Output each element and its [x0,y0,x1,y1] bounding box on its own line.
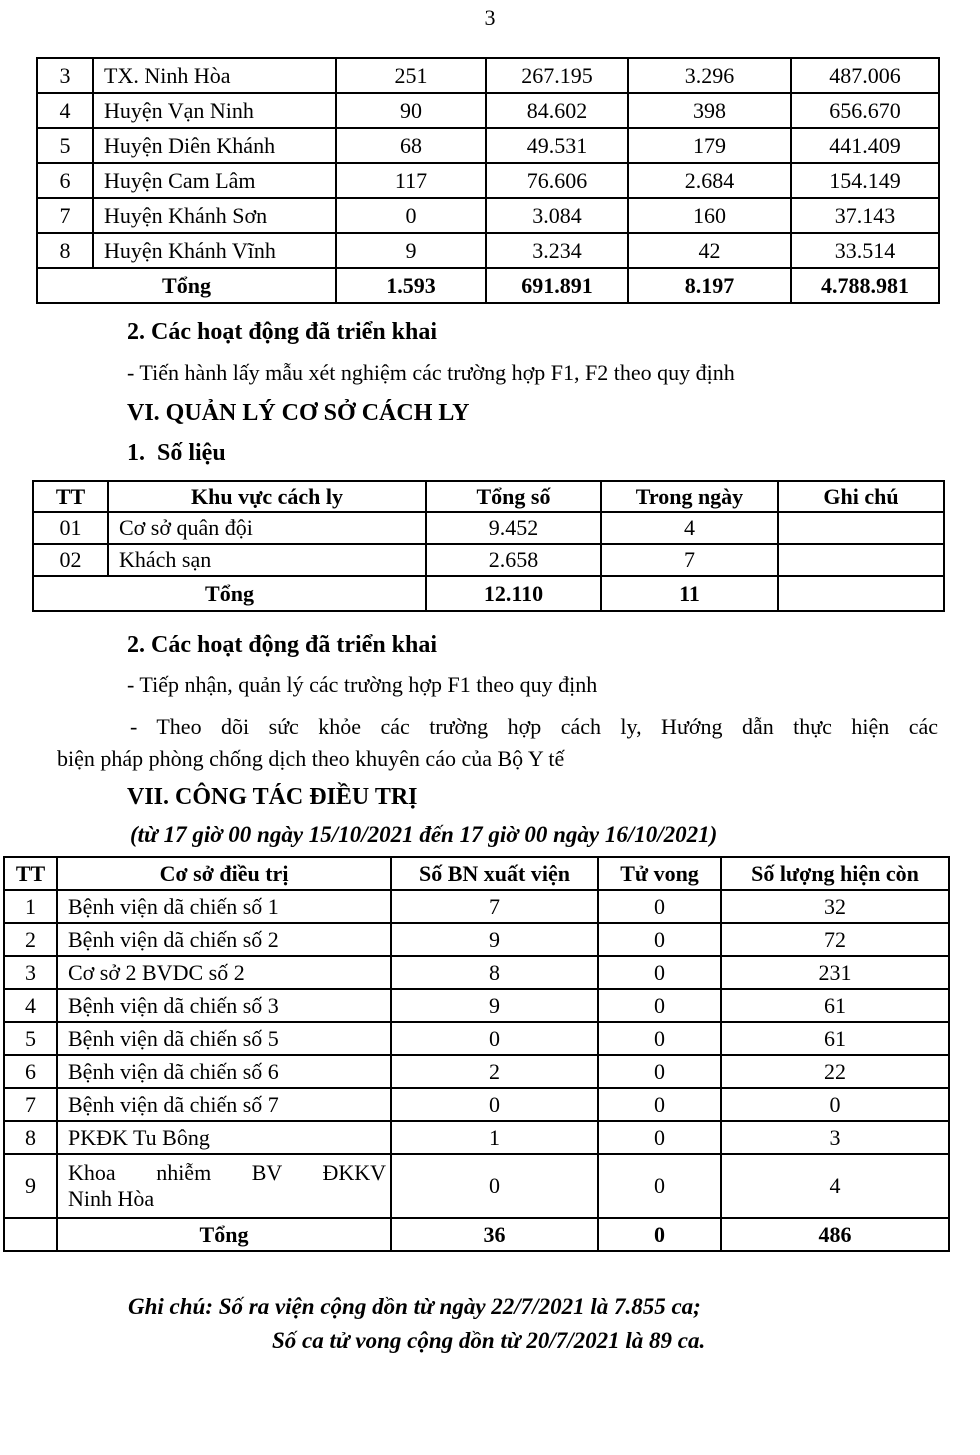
table-row [4,956,949,989]
cell-value: 33.514 [791,233,939,268]
cell-value: 37.143 [791,198,939,233]
cell-value: 398 [628,93,791,128]
cell-total-value: 691.891 [486,268,628,303]
col-header-note: Ghi chú [778,481,944,512]
table-row [4,1154,949,1218]
cell-total-value: 8.197 [628,268,791,303]
cell-remaining: 231 [721,956,949,989]
cell-value: 90 [336,93,486,128]
cell-value: 251 [336,58,486,93]
cell-deaths: 0 [598,1022,721,1055]
cell-no: 5 [37,128,93,163]
col-header-total: Tổng số [426,481,601,512]
cell-value: 76.606 [486,163,628,198]
cell-total-value: 11 [601,576,778,611]
col-header-facility: Cơ sở điều trị [57,857,391,890]
cell-facility: Bệnh viện dã chiến số 3 [57,989,391,1022]
cell-remaining: 72 [721,923,949,956]
header-row [4,857,949,890]
cell-value: 160 [628,198,791,233]
cell-district: Huyện Diên Khánh [93,128,336,163]
cell-note [778,512,944,544]
total-row [37,268,939,303]
cell-total-value: 12.110 [426,576,601,611]
cell-value: 154.149 [791,163,939,198]
table-row [37,93,939,128]
cell-value: 68 [336,128,486,163]
cell-value: 487.006 [791,58,939,93]
cell-total-label: Tổng [33,576,426,611]
table-row [4,1055,949,1088]
cell-total: 9.452 [426,512,601,544]
cell-facility [57,1154,391,1218]
cell-facility: Bệnh viện dã chiến số 5 [57,1022,391,1055]
cell-no: 8 [4,1121,57,1154]
cell-remaining: 61 [721,1022,949,1055]
table-row [4,1121,949,1154]
cell-facility: Bệnh viện dã chiến số 7 [57,1088,391,1121]
total-row [33,576,944,611]
cell-facility: Bệnh viện dã chiến số 2 [57,923,391,956]
activities-heading-1: 2. Các hoạt động đã triển khai [127,319,438,345]
cell-total-value: 36 [391,1218,598,1251]
cell-remaining: 22 [721,1055,949,1088]
cell-facility: Bệnh viện dã chiến số 6 [57,1055,391,1088]
cell-discharged: 2 [391,1055,598,1088]
header-row [33,481,944,512]
col-header-discharged: Số BN xuất viện [391,857,598,890]
cell-remaining: 4 [721,1154,949,1218]
cell-remaining: 32 [721,890,949,923]
subsection-so-lieu: 1. Số liệu [127,440,226,466]
total-row [4,1218,949,1251]
cell-no: 7 [37,198,93,233]
cell-discharged: 1 [391,1121,598,1154]
cell-no: 4 [4,989,57,1022]
section-vi-heading: VI. QUẢN LÝ CƠ SỞ CÁCH LY [127,400,470,426]
bullet-monitor-health-line2: biện pháp phòng chống dịch theo khuyên cáo của Bộ Y tế [57,746,565,771]
cell-deaths: 0 [598,1121,721,1154]
bullet-monitor-health [57,711,938,775]
cell-value: 441.409 [791,128,939,163]
cell-facility: Cơ sở 2 BVDC số 2 [57,956,391,989]
col-header-area: Khu vực cách ly [108,481,426,512]
cell-deaths: 0 [598,989,721,1022]
table-row [37,233,939,268]
cell-facility: PKĐK Tu Bông [57,1121,391,1154]
table-row [4,1088,949,1121]
cell-deaths: 0 [598,1055,721,1088]
cell-total-value: 0 [598,1218,721,1251]
table-row [37,163,939,198]
district-summary-table [36,57,940,304]
cell-no: 01 [33,512,108,544]
cell-value: 84.602 [486,93,628,128]
bullet-testing: - Tiến hành lấy mẫu xét nghiệm các trường hợp F1, F2 theo quy định [127,360,735,385]
table-row [37,198,939,233]
cell-note [778,576,944,611]
col-header-remaining: Số lượng hiện còn [721,857,949,890]
col-header-tt: TT [4,857,57,890]
cell-value: 3.296 [628,58,791,93]
cell-discharged: 0 [391,1088,598,1121]
cell-day: 7 [601,544,778,576]
footnote-line2: Số ca tử vong cộng dồn từ 20/7/2021 là 89 ca. [272,1328,706,1353]
cell-day: 4 [601,512,778,544]
section-vii-heading: VII. CÔNG TÁC ĐIỀU TRỊ [127,784,418,810]
table-row [4,890,949,923]
facility-name-line1: Khoa nhiễm BV ĐKKV [68,1160,386,1185]
cell-district: Huyện Vạn Ninh [93,93,336,128]
table-row [37,128,939,163]
cell-district: Huyện Khánh Sơn [93,198,336,233]
facility-name-line2: Ninh Hòa [68,1186,155,1211]
cell-deaths: 0 [598,1088,721,1121]
cell-district: TX. Ninh Hòa [93,58,336,93]
cell-total-label: Tổng [57,1218,391,1251]
cell-deaths: 0 [598,956,721,989]
table-row [4,989,949,1022]
cell-remaining: 61 [721,989,949,1022]
cell-no: 3 [37,58,93,93]
cell-district: Huyện Cam Lâm [93,163,336,198]
treatment-facility-table [3,856,950,1252]
cell-no: 6 [4,1055,57,1088]
cell-remaining: 3 [721,1121,949,1154]
cell-no: 9 [4,1154,57,1218]
cell-remaining: 0 [721,1088,949,1121]
table-row [33,544,944,576]
cell-area: Khách sạn [108,544,426,576]
table-row [4,1022,949,1055]
cell-no: 4 [37,93,93,128]
table-row [37,58,939,93]
cell-discharged: 8 [391,956,598,989]
cell-value: 2.684 [628,163,791,198]
cell-district: Huyện Khánh Vĩnh [93,233,336,268]
quarantine-facility-table [32,480,945,612]
cell-discharged: 9 [391,989,598,1022]
cell-value: 0 [336,198,486,233]
table-row [4,923,949,956]
bullet-receive-f1: - Tiếp nhận, quản lý các trường hợp F1 theo quy định [127,672,598,697]
cell-total: 2.658 [426,544,601,576]
cell-note [778,544,944,576]
cell-no: 8 [37,233,93,268]
cell-no: 6 [37,163,93,198]
cell-no: 3 [4,956,57,989]
footnote-line1: Ghi chú: Số ra viện cộng dồn từ ngày 22/7/2021 là 7.855 ca; [128,1294,701,1319]
cell-total-value: 486 [721,1218,949,1251]
cell-value: 3.084 [486,198,628,233]
cell-facility: Bệnh viện dã chiến số 1 [57,890,391,923]
cell-discharged: 9 [391,923,598,956]
report-period: (từ 17 giờ 00 ngày 15/10/2021 đến 17 giờ 00 ngày 16/10/2021) [130,822,718,847]
cell-value: 267.195 [486,58,628,93]
cell-area: Cơ sở quân đội [108,512,426,544]
cell-discharged: 0 [391,1154,598,1218]
cell-discharged: 0 [391,1022,598,1055]
cell-total-value: 1.593 [336,268,486,303]
bullet-monitor-health-line1: - Theo dõi sức khỏe các trường hợp cách ly, Hướng dẫn thực hiện các [130,714,938,739]
table-row [33,512,944,544]
col-header-tt: TT [33,481,108,512]
cell-deaths: 0 [598,923,721,956]
cell-deaths: 0 [598,890,721,923]
cell-no: 1 [4,890,57,923]
cell-deaths: 0 [598,1154,721,1218]
cell-value: 179 [628,128,791,163]
cell-no: 2 [4,923,57,956]
cell-value: 3.234 [486,233,628,268]
cell-value: 42 [628,233,791,268]
cell-total-value: 4.788.981 [791,268,939,303]
cell-discharged: 7 [391,890,598,923]
cell-no: 7 [4,1088,57,1121]
cell-no: 5 [4,1022,57,1055]
cell-no: 02 [33,544,108,576]
activities-heading-2: 2. Các hoạt động đã triển khai [127,632,438,658]
page-number: 3 [484,5,496,30]
cell-total-label: Tổng [37,268,336,303]
cell-empty [4,1218,57,1251]
cell-value: 49.531 [486,128,628,163]
col-header-day: Trong ngày [601,481,778,512]
cell-value: 117 [336,163,486,198]
col-header-deaths: Tử vong [598,857,721,890]
cell-value: 9 [336,233,486,268]
cell-value: 656.670 [791,93,939,128]
